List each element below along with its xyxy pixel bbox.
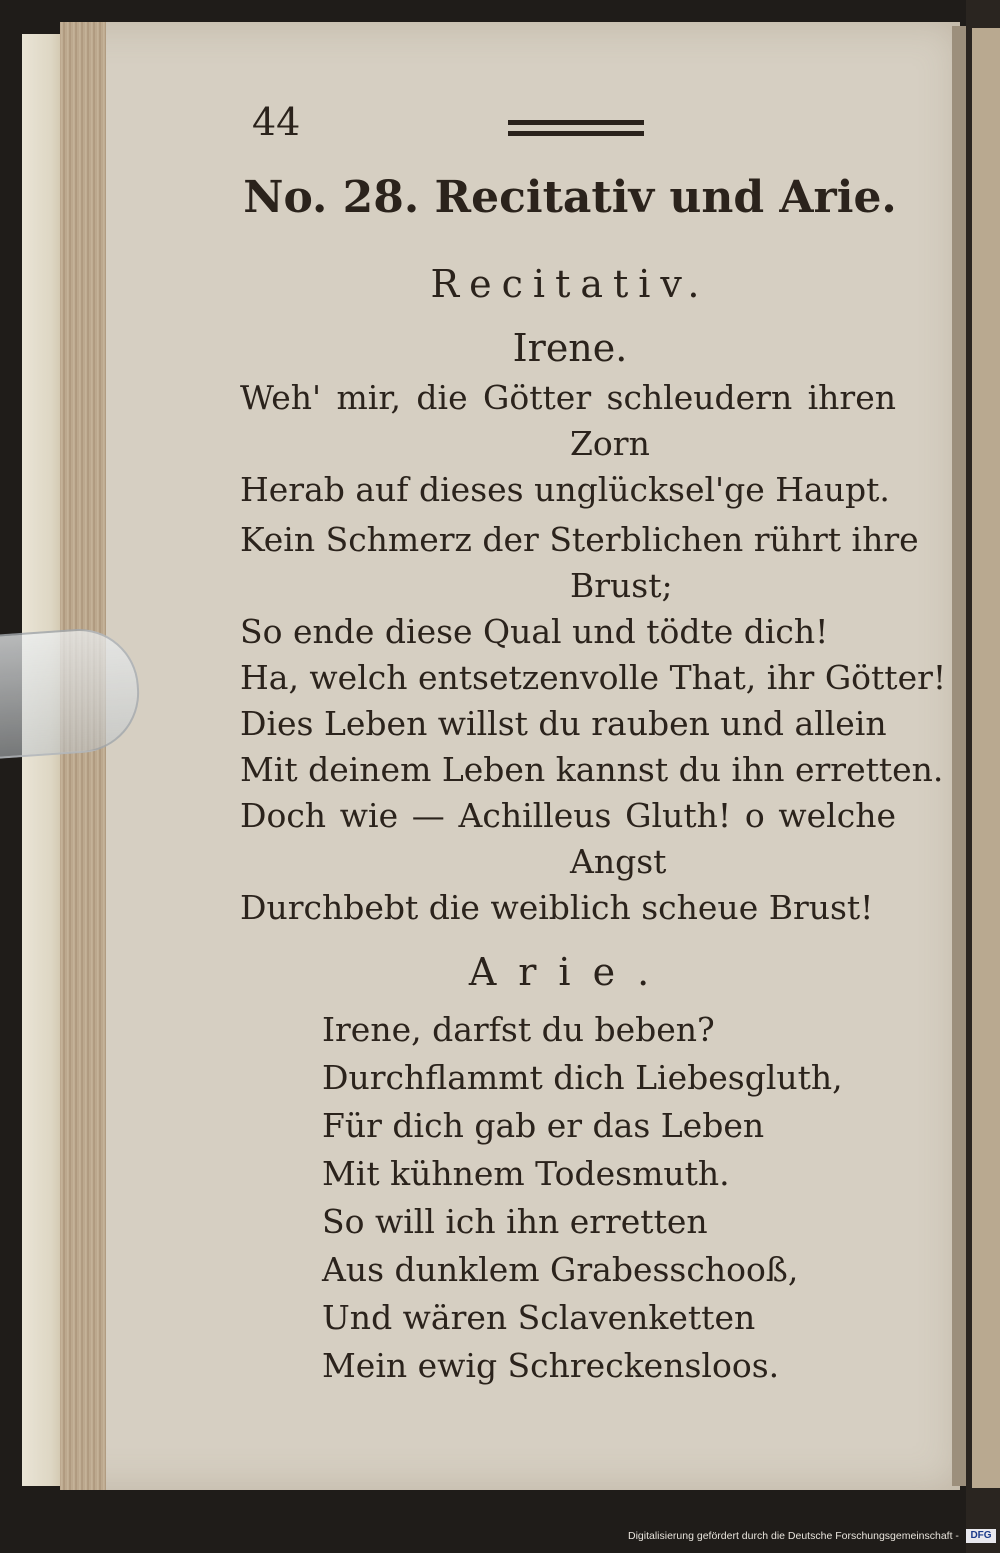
recitativ-line: Herab auf dieses unglücksel'ge Haupt. — [240, 470, 890, 509]
recitativ-line: Angst — [570, 842, 667, 881]
page-gutter-edge — [60, 22, 106, 1490]
arie-line: Für dich gab er das Leben — [322, 1106, 765, 1145]
recitativ-line: Doch wie — Achilleus Gluth! o welche — [240, 796, 896, 835]
recitativ-line: Ha, welch entsetzenvolle That, ihr Götter! — [240, 658, 947, 697]
recitativ-line: Durchbebt die weiblich scheue Brust! — [240, 888, 874, 927]
double-rule-top — [508, 120, 644, 125]
recitativ-line: Kein Schmerz der Sterblichen rührt ihre — [240, 520, 919, 559]
double-rule-bottom — [508, 131, 644, 136]
arie-line: Aus dunklem Grabesschooß, — [322, 1250, 799, 1289]
page-right-edge — [952, 26, 966, 1486]
recitativ-line: Brust; — [570, 566, 673, 605]
arie-line: Und wären Sclavenketten — [322, 1298, 756, 1337]
recitativ-line: Weh' mir, die Götter schleudern ihren — [240, 378, 896, 417]
section-heading: No. 28. Recitativ und Arie. — [243, 172, 897, 223]
arie-line: Irene, darfst du beben? — [322, 1010, 715, 1049]
dfg-logo: DFG — [966, 1529, 996, 1543]
arie-label: Arie. — [468, 950, 672, 994]
recitativ-label: Recitativ. — [430, 262, 710, 306]
speaker-name: Irene. — [512, 326, 628, 370]
recitativ-line: Mit deinem Leben kannst du ihn erretten. — [240, 750, 944, 789]
arie-line: So will ich ihn erretten — [322, 1202, 708, 1241]
footer-credit: Digitalisierung gefördert durch die Deutsche Forschungsgemeinschaft - — [628, 1530, 959, 1542]
recitativ-line: Dies Leben willst du rauben und allein — [240, 704, 887, 743]
arie-line: Durchflammt dich Liebesgluth, — [322, 1058, 843, 1097]
recitativ-line: So ende diese Qual und tödte dich! — [240, 612, 829, 651]
recitativ-line: Zorn — [570, 424, 650, 463]
right-background — [966, 0, 1000, 1553]
page-number: 44 — [252, 100, 301, 144]
arie-line: Mein ewig Schreckensloos. — [322, 1346, 780, 1385]
arie-line: Mit kühnem Todesmuth. — [322, 1154, 730, 1193]
